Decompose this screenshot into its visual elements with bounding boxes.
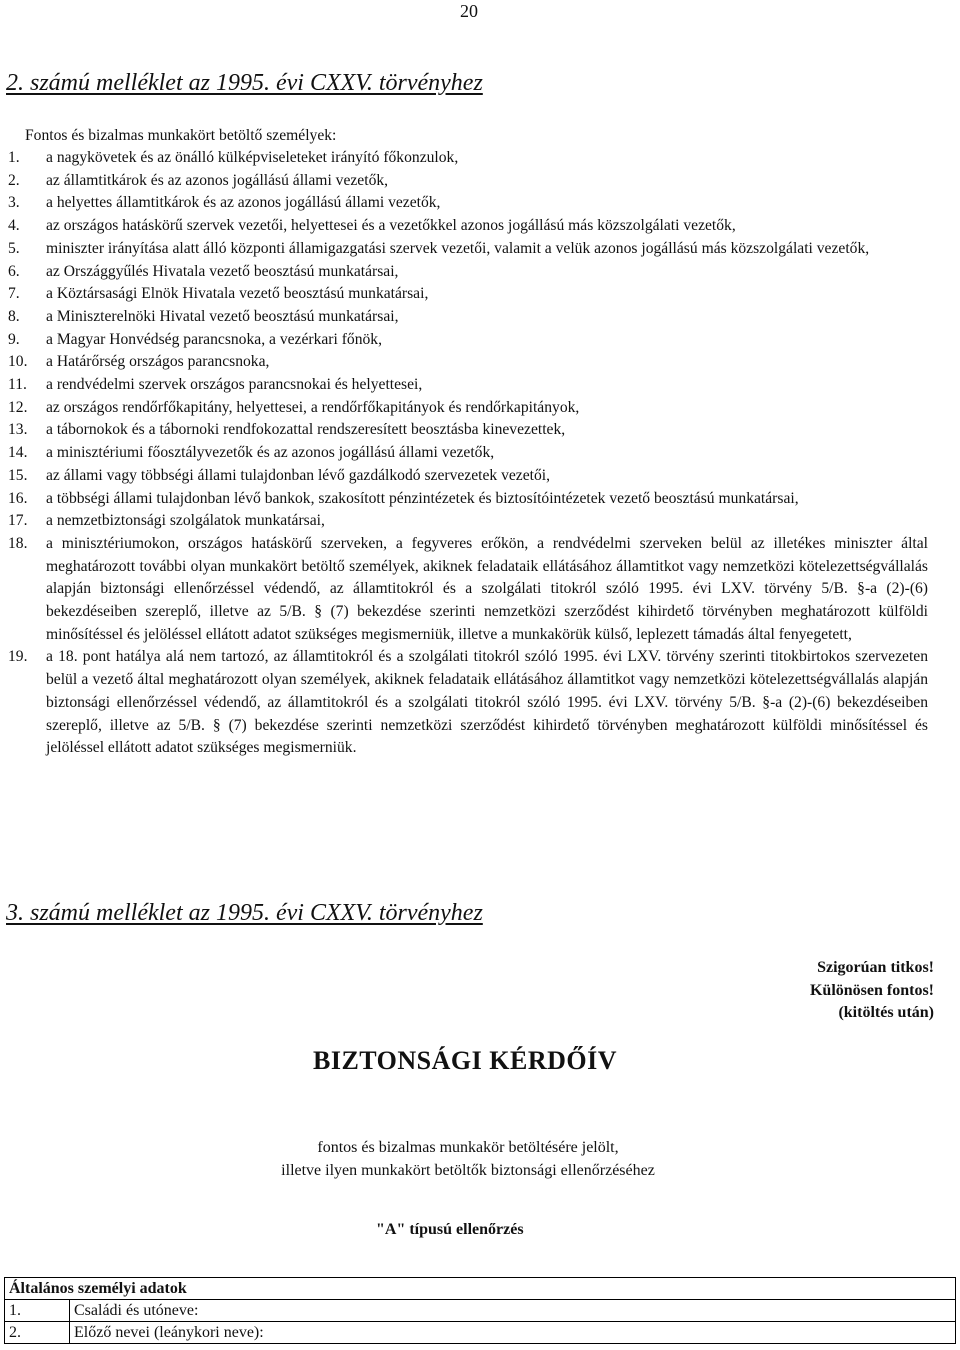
- classification-line: Különösen fontos!: [809, 981, 934, 999]
- list-item-number: 10.: [8, 353, 28, 371]
- table-row: [5, 1300, 956, 1322]
- list-item: [8, 646, 928, 760]
- row-label: Családi és utóneve:: [70, 1300, 956, 1322]
- list-item-text: az államtitkárok és az azonos jogállású állami vezetők,: [46, 171, 389, 189]
- list-item-number: 19.: [8, 648, 28, 666]
- list-item-number: 8.: [8, 307, 20, 325]
- list-item-number: 3.: [8, 194, 20, 212]
- list-item-number: 17.: [8, 512, 28, 530]
- list-item-number: 2.: [8, 171, 20, 189]
- classification-line: (kitöltés után): [838, 1004, 934, 1021]
- list-item: [8, 170, 928, 193]
- list-item-text: a minisztériumokon, országos hatáskörű szerveken, a fegyveres erőkön, a rendvédelmi szerveken belül az illetékes miniszter által meghatározott további olyan munkakört betöltő személyek, akiknek feladataik ellátásához államtitkot vagy nemzetközi kötelezettségvállalás alapján biztonsági ellenőrzéssel védendő, az államtitokról és a szolgálati titokról szóló 1995. évi LXV. törvény 5/B. §-a (2)-(6) bekezdéseiben szereplő, illetve az 5/B. § (7) bekezdése szerinti nemzetközi szerződést kihirdető törvényben meghatározott külföldi minősítéssel és jelöléssel ellátott adatot szükséges megismerniük, illetve a munkakörük külső, leplezett támadás által fenyegetett,: [46, 534, 928, 643]
- annex2-intro: Fontos és bizalmas munkakört betöltő személyek:: [25, 127, 337, 144]
- list-item-text: a tábornokok és a tábornoki rendfokozattal rendszeresített beosztásba kinevezettek,: [46, 421, 566, 439]
- list-item: [8, 329, 928, 352]
- list-item-text: a Köztársasági Elnök Hivatala vezető beosztású munkatársai,: [46, 285, 429, 303]
- list-item-text: a többségi állami tulajdonban lévő bankok, szakosított pénzintézetek és biztosítóintézetek vezető beosztású munkatársai,: [46, 489, 799, 507]
- list-item: [8, 442, 928, 465]
- annex3-title: 3. számú melléklet az 1995. évi CXXV. törvényhez: [6, 900, 483, 926]
- row-label: Előző nevei (leánykori neve):: [70, 1322, 956, 1344]
- list-item: [8, 283, 928, 306]
- list-item-number: 16.: [8, 489, 28, 507]
- list-item: [8, 533, 928, 647]
- list-item-number: 1.: [8, 149, 20, 166]
- list-item: [8, 465, 928, 488]
- list-item-text: miniszter irányítása alatt álló központi államigazgatási szervek vezetői, valamit a velük azonos jogállású más közszolgálati vezetők,: [46, 239, 870, 257]
- row-number: 2.: [5, 1322, 70, 1344]
- list-item-text: a helyettes államtitkárok és az azonos jogállású állami vezetők,: [46, 194, 441, 212]
- list-item: [8, 192, 928, 215]
- row-number: 1.: [5, 1300, 70, 1322]
- list-item: [8, 488, 928, 511]
- list-item-text: a 18. pont hatálya alá nem tartozó, az államtitokról és a szolgálati titokról szóló 1995. évi LXV. törvény szerinti titokbirtokos szervezeten belül a vezető által meghatározott olyan személyek, akiknek feladataik ellátásához államtitkot vagy nemzetközi kötelezettségvállalás alapján biztonsági ellenőrzéssel védendő, az államtitokról és a szolgálati titokról szóló 1995. évi LXV. törvény 5/B. §-a (2)-(6) bekezdéseiben szereplő, illetve az 5/B. § (7) bekezdése szerinti nemzetközi szerződést kihirdető törvényben meghatározott külföldi minősítéssel és jelöléssel ellátott adatot szükséges megismerniük.: [46, 648, 928, 757]
- list-item-number: 14.: [8, 444, 28, 462]
- list-item-text: a Magyar Honvédség parancsnoka, a vezérkari főnök,: [46, 330, 382, 348]
- list-item-text: a Határőrség országos parancsnoka,: [46, 353, 270, 371]
- list-item-text: a nemzetbiztonsági szolgálatok munkatársai,: [46, 512, 325, 530]
- list-item-number: 6.: [8, 262, 20, 280]
- list-item-text: a rendvédelmi szervek országos parancsnokai és helyettesei,: [46, 376, 423, 394]
- list-item: [8, 510, 928, 533]
- list-item-text: az állami vagy többségi állami tulajdonban lévő gazdálkodó szervezetek vezetői,: [46, 466, 551, 484]
- list-item: [8, 215, 928, 238]
- roles-list: [8, 147, 928, 760]
- list-item-number: 5.: [8, 239, 20, 257]
- page-number: 20: [460, 1, 478, 21]
- list-item-text: az Országgyűlés Hivatala vezető beosztású munkatársai,: [46, 262, 399, 280]
- list-item: [8, 351, 928, 374]
- list-item-number: 18.: [8, 534, 28, 552]
- purpose-line: fontos és bizalmas munkakör betöltésére jelölt,: [317, 1139, 619, 1156]
- list-item-text: az országos rendőrfőkapitány, helyettesei, a rendőrfőkapitányok és rendőrkapitányok,: [46, 398, 580, 416]
- list-item-number: 4.: [8, 217, 20, 235]
- list-item: [8, 306, 928, 329]
- list-item-number: 11.: [8, 376, 27, 394]
- form-title: BIZTONSÁGI KÉRDŐÍV: [313, 1046, 617, 1075]
- list-item-number: 12.: [8, 398, 28, 416]
- list-item: [8, 238, 928, 261]
- list-item-text: az országos hatáskörű szervek vezetői, helyettesei és a vezetőkkel azonos jogállású más közszolgálati vezetők,: [46, 217, 736, 235]
- list-item: [8, 374, 928, 397]
- classification-line: Szigorúan titkos!: [817, 959, 934, 976]
- list-item: [8, 397, 928, 420]
- list-item: [8, 147, 928, 170]
- list-item-text: a minisztériumi főosztályvezetők és az azonos jogállású állami vezetők,: [46, 444, 495, 462]
- table-header: Általános személyi adatok: [5, 1278, 956, 1300]
- list-item: [8, 419, 928, 442]
- purpose-line: illetve ilyen munkakört betöltők biztonsági ellenőrzéséhez: [281, 1161, 655, 1179]
- list-item-number: 13.: [8, 421, 28, 439]
- list-item-number: 15.: [8, 466, 28, 484]
- list-item-number: 7.: [8, 285, 20, 303]
- list-item: [8, 261, 928, 284]
- annex2-title: 2. számú melléklet az 1995. évi CXXV. törvényhez: [6, 70, 483, 96]
- list-item-number: 9.: [8, 330, 20, 348]
- form-purpose: [0, 1137, 936, 1182]
- personal-data-table: [4, 1277, 956, 1344]
- table-row: [5, 1322, 956, 1344]
- table-header-row: [5, 1278, 956, 1300]
- classification-block: [810, 957, 934, 1025]
- list-item-text: a Miniszterelnöki Hivatal vezető beosztású munkatársai,: [46, 307, 399, 325]
- check-type: "A" típusú ellenőrzés: [376, 1221, 524, 1238]
- list-item-text: a nagykövetek és az önálló külképviseleteket irányító főkonzulok,: [46, 149, 459, 166]
